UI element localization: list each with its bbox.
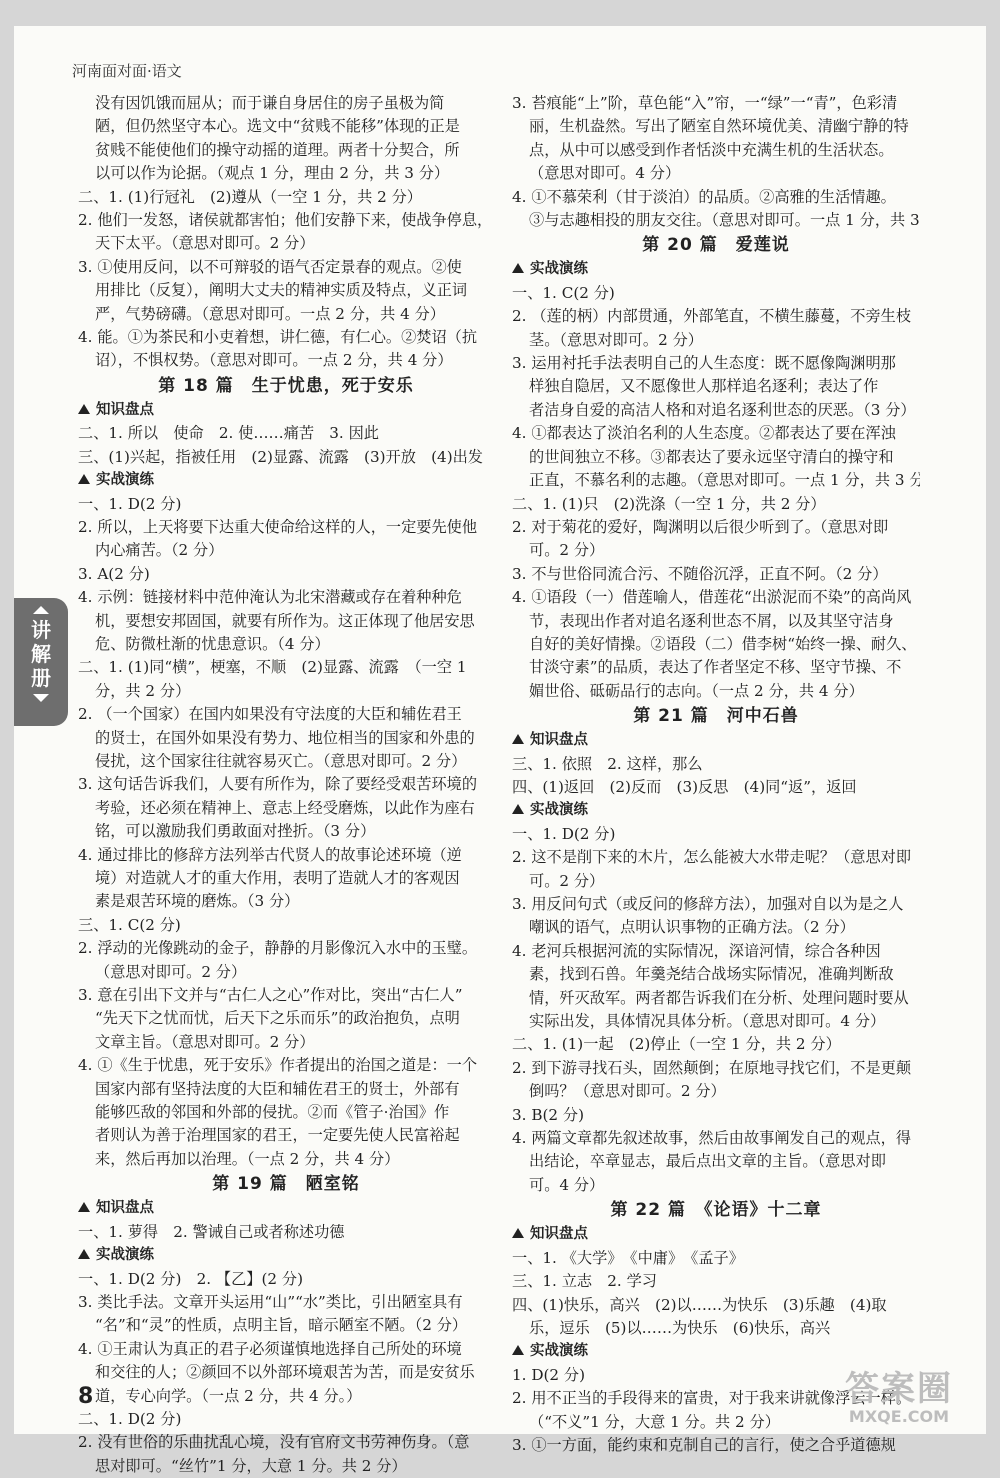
answer-line: 2. 用不正当的手段得来的富贵，对于我来讲就像浮云一样。: [512, 1387, 920, 1410]
answer-line: 正直，不慕名利的志趣。（意思对即可。一点 1 分，共 3 分）: [512, 469, 920, 492]
answer-line: 4. 通过排比的修辞方法列举古代贤人的故事论述环境（逆: [78, 844, 494, 867]
answer-line: 国家内部有坚持法度的大臣和辅佐君王的贤士，外部有: [78, 1078, 494, 1101]
answer-line: 3. ①使用反问，以不可辩驳的语气否定景春的观点。②使: [78, 256, 494, 279]
answer-line: 点，从中可以感受到作者恬淡中充满生机的生活状态。: [512, 139, 920, 162]
section-heading: [78, 1244, 494, 1267]
answer-line: 一、1. 萝得 2. 警诫自己或者称述功德: [78, 1221, 494, 1244]
section-heading: [78, 469, 494, 492]
chapter-title: 第 22 篇 《论语》十二章: [512, 1197, 920, 1223]
answer-line: 能够匹敌的邻国和外部的侵扰。②而《管子·治国》作: [78, 1101, 494, 1124]
answer-line: 4. 能。①为茶民和小吏着想，讲仁德，有仁心。②焚诏（抗: [78, 326, 494, 349]
section-heading-label: 知识盘点: [530, 732, 588, 748]
answer-line: 一、1. D(2 分) 2. 【乙】(2 分): [78, 1268, 494, 1291]
answer-line: 节，表现出作者对追名逐利世态不屑，以及其坚守洁身: [512, 610, 920, 633]
answer-line: 3. 这句话告诉我们，人要有所作为，除了要经受艰苦环境的: [78, 773, 494, 796]
section-side-tab[interactable]: [14, 598, 68, 726]
answer-line: 三、(1)兴起，指被任用 (2)显露、流露 (3)开放 (4)出发: [78, 446, 494, 469]
answer-line: 样独自隐居，又不愿像世人那样追名逐利；表达了作: [512, 375, 920, 398]
answer-line: 4. ①不慕荣利（甘于淡泊）的品质。②高雅的生活情趣。: [512, 186, 920, 209]
answer-line: 者洁身自爱的高洁人格和对追名逐利世态的厌恶。（3 分）: [512, 399, 920, 422]
chapter-title: 第 19 篇 陋室铭: [78, 1171, 494, 1197]
arrow-down-icon: [33, 694, 49, 702]
answer-line: 素是艰苦环境的磨炼。（3 分）: [78, 890, 494, 913]
side-tab-char: 讲: [14, 618, 68, 642]
answer-line: 媚世俗、砥砺品行的志向。（一点 2 分，共 4 分）: [512, 680, 920, 703]
running-header: 河南面对面·语文: [72, 60, 182, 81]
chapter-title: 第 21 篇 河中石兽: [512, 703, 920, 729]
arrow-up-icon: [33, 606, 49, 614]
answer-line: “名”和“灵”的性质，点明主旨，暗示陋室不陋。（2 分）: [78, 1314, 494, 1337]
answer-line: 四、(1)快乐，高兴 (2)以……为快乐 (3)乐趣 (4)取: [512, 1294, 920, 1317]
answer-line: 三、1. 依照 2. 这样，那么: [512, 753, 920, 776]
answer-line: 三、1. C(2 分): [78, 914, 494, 937]
answer-line: 严，气势磅礴。（意思对即可。一点 2 分，共 4 分）: [78, 303, 494, 326]
section-heading: [512, 799, 920, 822]
answer-line: 可。2 分）: [512, 539, 920, 562]
answer-line: 3. 用反问句式（或反问的修辞方法），加强对自以为是之人: [512, 893, 920, 916]
answer-line: 二、1. (1)只 (2)洗涤（一空 1 分，共 2 分）: [512, 493, 920, 516]
answer-line: 铭，可以激励我们勇敢面对挫折。（3 分）: [78, 820, 494, 843]
section-heading-label: 知识盘点: [96, 1200, 154, 1216]
answer-line: 天下太平。（意思对即可。2 分）: [78, 232, 494, 255]
section-heading-label: 实战演练: [96, 472, 154, 488]
answer-line: 4. 两篇文章都先叙述故事，然后由故事阐发自己的观点，得: [512, 1127, 920, 1150]
answer-line: 二、1. D(2 分): [78, 1408, 494, 1431]
answer-line: 二、1. 所以 使命 2. 使……痛苦 3. 因此: [78, 422, 494, 445]
section-heading-label: 实战演练: [530, 261, 588, 277]
answer-line: 出结论，卒章显志，最后点出文章的主旨。（意思对即: [512, 1150, 920, 1173]
answer-line: 2. （莲的柄）内部贯通，外部笔直，不横生藤蔓，不旁生枝: [512, 305, 920, 328]
answer-line: 文章主旨。（意思对即可。2 分）: [78, 1031, 494, 1054]
answer-line: 2. 没有世俗的乐曲扰乱心境，没有官府文书劳神伤身。（意: [78, 1431, 494, 1454]
right-column: [512, 92, 920, 1457]
answer-line: 危、防微杜渐的忧患意识。（4 分）: [78, 633, 494, 656]
triangle-icon: [78, 404, 90, 414]
answer-line: 四、(1)返回 (2)反而 (3)反思 (4)同“返”，返回: [512, 776, 920, 799]
answer-line: 来，然后再加以治理。（一点 2 分，共 4 分）: [78, 1148, 494, 1171]
answer-line: 用排比（反复），阐明大丈夫的精神实质及特点，义正词: [78, 279, 494, 302]
answer-line: 二、1. (1)同“横”，梗塞，不顺 (2)显露、流露 （一空 1: [78, 656, 494, 679]
answer-line: 境）对造就人才的重大作用，表明了造就人才的客观因: [78, 867, 494, 890]
answer-line: 3. 意在引出下文并与“古仁人之心”作对比，突出“古仁人”: [78, 984, 494, 1007]
answer-line: 3. A(2 分): [78, 563, 494, 586]
answer-line: 嘲讽的语气，点明认识事物的正确方法。（2 分）: [512, 916, 920, 939]
answer-line: 的贤士，在国外如果没有势力、地位相当的国家和外患的: [78, 727, 494, 750]
answer-line: 考验，还必须在精神上、意志上经受磨炼，以此作为座右: [78, 797, 494, 820]
answer-line: 3. 类比手法。文章开头运用“山”“水”类比，引出陋室具有: [78, 1291, 494, 1314]
chapter-title: 第 18 篇 生于忧患，死于安乐: [78, 373, 494, 399]
answer-line: 2. 这不是削下来的木片，怎么能被大水带走呢？（意思对即: [512, 846, 920, 869]
answer-line: 乐，逗乐 (5)以……为快乐 (6)快乐，高兴: [512, 1317, 920, 1340]
answer-line: “先天下之忧而忧，后天下之乐而乐”的政治抱负，点明: [78, 1007, 494, 1030]
answer-line: 思对即可。“丝竹”1 分，大意 1 分。共 2 分）: [78, 1455, 494, 1478]
answer-line: 3. B(2 分): [512, 1104, 920, 1127]
answer-line: 茎。（意思对即可。2 分）: [512, 329, 920, 352]
answer-line: 4. 老河兵根据河流的实际情况，深谙河情，综合各种因: [512, 940, 920, 963]
section-heading: [512, 1340, 920, 1363]
watermark-url: MXQE.COM: [824, 1407, 974, 1426]
answer-line: 以可以作为论据。（观点 1 分，理由 2 分，共 3 分）: [78, 162, 494, 185]
answer-line: 的世间独立不移。③都表达了要永远坚守清白的操守和: [512, 446, 920, 469]
chapter-title: 第 20 篇 爱莲说: [512, 232, 920, 258]
triangle-icon: [512, 1345, 524, 1355]
answer-line: 3. 苔痕能“上”阶，草色能“入”帘，一“绿”一“青”，色彩清: [512, 92, 920, 115]
triangle-icon: [512, 804, 524, 814]
triangle-icon: [512, 734, 524, 744]
answer-line: 和交往的人；②颜回不以外部环境艰苦为苦，而是安贫乐: [78, 1361, 494, 1384]
answer-line: 丽，生机盎然。写出了陋室自然环境优美、清幽宁静的特: [512, 115, 920, 138]
answer-line: 贫贱不能使他们的操守动摇的道理。两者十分契合，所: [78, 139, 494, 162]
answer-line: 素，找到石兽。年羹尧结合战场实际情况，准确判断敌: [512, 963, 920, 986]
answer-line: 3. 不与世俗同流合污、不随俗沉浮，正直不阿。（2 分）: [512, 563, 920, 586]
answer-line: 情，歼灭敌军。两者都告诉我们在分析、处理问题时要从: [512, 987, 920, 1010]
answer-line: 一、1. C(2 分): [512, 282, 920, 305]
watermark-text: 答案圈: [824, 1371, 974, 1407]
answer-line: 可。2 分）: [512, 870, 920, 893]
answer-line: 3. ①一方面，能约束和克制自己的言行，使之合乎道德规: [512, 1434, 920, 1457]
answer-line: 2. （一个国家）在国内如果没有守法度的大臣和辅佐君王: [78, 703, 494, 726]
answer-line: 4. 示例：链接材料中范仲淹认为北宋潜藏或存在着种种危: [78, 586, 494, 609]
triangle-icon: [78, 1202, 90, 1212]
answer-line: 一、1. D(2 分): [78, 493, 494, 516]
answer-line: 没有因饥饿而屈从；而于谦自身居住的房子虽极为简: [78, 92, 494, 115]
answer-line: 内心痛苦。（2 分）: [78, 539, 494, 562]
answer-line: 可。4 分）: [512, 1174, 920, 1197]
answer-line: 二、1. (1)行冠礼 (2)遵从（一空 1 分，共 2 分）: [78, 186, 494, 209]
section-heading-label: 知识盘点: [530, 1226, 588, 1242]
section-heading: [512, 1223, 920, 1246]
answer-line: （意思对即可。2 分）: [78, 961, 494, 984]
triangle-icon: [512, 1228, 524, 1238]
section-heading: [78, 399, 494, 422]
answer-line: （“不义”1 分，大意 1 分。共 2 分）: [512, 1411, 920, 1434]
section-heading-label: 实战演练: [530, 802, 588, 818]
answer-line: 三、1. 立志 2. 学习: [512, 1270, 920, 1293]
answer-line: 倒吗？（意思对即可。2 分）: [512, 1080, 920, 1103]
answer-line: 2. 所以，上天将要下达重大使命给这样的人，一定要先使他: [78, 516, 494, 539]
answer-line: 4. ①王肃认为真正的君子必须谨慎地选择自己所处的环境: [78, 1338, 494, 1361]
answer-line: 陋，但仍然坚守本心。选文中“贫贱不能移”体现的正是: [78, 115, 494, 138]
answer-line: ③与志趣相投的朋友交往。（意思对即可。一点 1 分，共 3 分）: [512, 209, 920, 232]
triangle-icon: [78, 474, 90, 484]
left-column: [78, 92, 494, 1478]
answer-line: 4. ①《生于忧患，死于安乐》作者提出的治国之道是：一个: [78, 1054, 494, 1077]
answer-line: 诏），不惧权势。（意思对即可。一点 2 分，共 4 分）: [78, 349, 494, 372]
answer-line: 4. ①语段（一）借莲喻人，借莲花“出淤泥而不染”的高尚风: [512, 586, 920, 609]
answer-line: 2. 他们一发怒，诸侯就都害怕；他们安静下来，使战争停息，: [78, 209, 494, 232]
section-heading-label: 实战演练: [96, 1247, 154, 1263]
answer-line: 甘淡守素”的品质，表达了作者坚定不移、坚守节操、不: [512, 656, 920, 679]
answer-line: 2. 对于菊花的爱好，陶渊明以后很少听到了。（意思对即: [512, 516, 920, 539]
section-heading-label: 实战演练: [530, 1343, 588, 1359]
section-heading-label: 知识盘点: [96, 402, 154, 418]
answer-line: 二、1. (1)一起 (2)停止（一空 1 分，共 2 分）: [512, 1033, 920, 1056]
section-heading: [78, 1197, 494, 1220]
answer-line: 一、1. 《大学》 《中庸》 《孟子》: [512, 1247, 920, 1270]
answer-line: 机，要想安邦固国，就要有所作为。这正体现了他居安思: [78, 610, 494, 633]
side-tab-char: 解: [14, 642, 68, 666]
answer-line: 者则认为善于治理国家的君王，一定要先使人民富裕起: [78, 1124, 494, 1147]
answer-line: 实际出发，具体情况具体分析。（意思对即可。4 分）: [512, 1010, 920, 1033]
page-number: 8: [78, 1384, 93, 1409]
answer-line: （意思对即可。4 分）: [512, 162, 920, 185]
answer-line: 自好的美好情操。②语段（二）借李树“始终一操、耐久、: [512, 633, 920, 656]
answer-line: 2. 浮动的光像跳动的金子，静静的月影像沉入水中的玉璧。: [78, 937, 494, 960]
answer-line: 2. 到下游寻找石头，固然颠倒；在原地寻找它们，不是更颠: [512, 1057, 920, 1080]
answer-line: 4. ①都表达了淡泊名利的人生态度。②都表达了要在浑浊: [512, 422, 920, 445]
answer-line: 1. D(2 分): [512, 1364, 920, 1387]
side-tab-char: 册: [14, 666, 68, 690]
section-heading: [512, 729, 920, 752]
answer-line: 3. 运用衬托手法表明自己的人生态度：既不愿像陶渊明那: [512, 352, 920, 375]
section-heading: [512, 258, 920, 281]
answer-line: 道，专心向学。（一点 2 分，共 4 分。）: [78, 1385, 494, 1408]
answer-line: 侵扰，这个国家往往就容易灭亡。（意思对即可。2 分）: [78, 750, 494, 773]
triangle-icon: [512, 263, 524, 273]
answer-line: 一、1. D(2 分): [512, 823, 920, 846]
triangle-icon: [78, 1249, 90, 1259]
watermark-logo: [824, 1371, 974, 1431]
answer-line: 分，共 2 分）: [78, 680, 494, 703]
